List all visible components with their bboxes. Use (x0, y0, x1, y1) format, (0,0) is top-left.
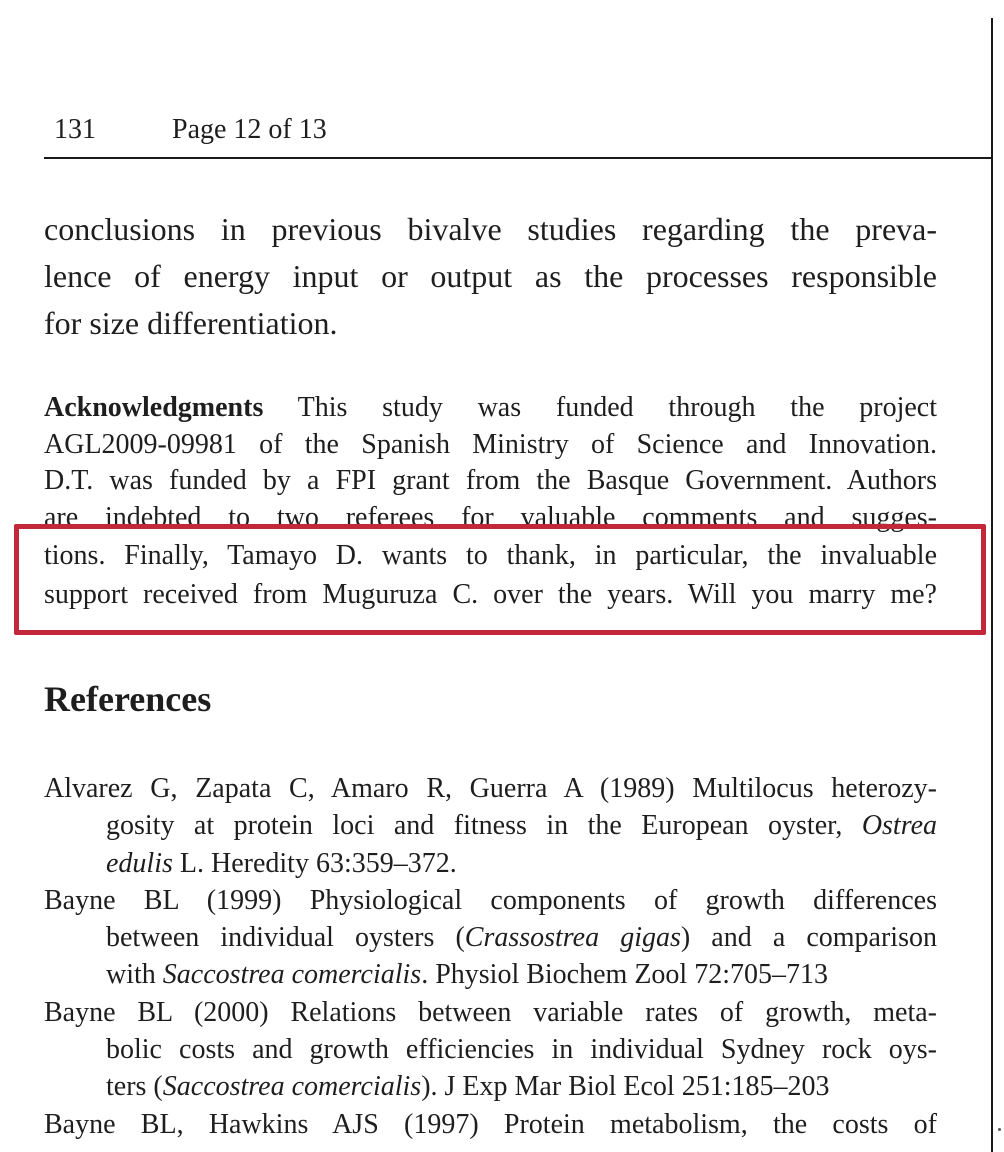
ref-text: . Physiol Biochem Zool 72:705–713 (421, 959, 828, 991)
ref-line (44, 807, 937, 844)
header-rule (44, 157, 992, 159)
ref-line: Bayne BL (1999) Physiological components of growth differences (44, 884, 937, 916)
ref-text: gosity at protein loci and fitness in the European oyster, (106, 810, 862, 842)
ref-line: Bayne BL (2000) Relations between variable rates of growth, meta- (44, 996, 937, 1028)
reference-entry (44, 994, 937, 1106)
highlighted-line: tions. Finally, Tamayo D. wants to thank, in particular, the invaluable (44, 540, 937, 571)
ref-text: ters ( (106, 1071, 163, 1103)
ref-italic: Crassostrea gigas (464, 922, 681, 954)
highlighted-line: support received from Muguruza C. over the years. Will you marry me? (44, 579, 937, 610)
ref-italic: Saccostrea comercialis (162, 1071, 422, 1103)
page-header (54, 112, 327, 148)
ref-text: ) and a comparison (680, 922, 937, 954)
ack-line (44, 390, 937, 427)
ack-line-text: This study was funded through the project (263, 392, 937, 423)
ref-line (44, 845, 937, 882)
body-line: for size differentiation. (44, 305, 338, 341)
ref-italic: edulis (106, 847, 173, 879)
reference-entry (44, 770, 937, 882)
ack-line: AGL2009-09981 of the Spanish Ministry of Science and Innovation. (44, 428, 937, 460)
reference-entry (44, 882, 937, 994)
edge-mark (998, 1128, 1001, 1131)
ack-line-clipped (44, 500, 937, 533)
ref-text: ). J Exp Mar Biol Ecol 251:185–203 (421, 1071, 830, 1103)
ref-line: Bayne BL, Hawkins AJS (1997) Protein metabolism, the costs of (44, 1108, 937, 1140)
ref-text: between individual oysters ( (106, 922, 465, 954)
reference-entry (44, 1106, 937, 1143)
right-margin-rule (991, 18, 993, 1152)
ref-line (44, 956, 937, 993)
ref-text: L. Heredity 63:359–372. (172, 847, 457, 879)
ref-line (44, 1068, 937, 1105)
ack-line: D.T. was funded by a FPI grant from the Basque Government. Authors (44, 465, 937, 496)
acknowledgments-heading: Acknowledgments (44, 392, 264, 423)
body-paragraph (44, 206, 937, 347)
ref-line (44, 919, 937, 956)
red-highlight-box (14, 524, 986, 635)
page-label: Page 12 of 13 (172, 114, 327, 145)
references-list (44, 770, 937, 1143)
body-line: lence of energy input or output as the processes responsible (44, 258, 937, 294)
acknowledgments-paragraph (44, 390, 937, 533)
ref-text: with (106, 959, 163, 991)
journal-number: 131 (54, 114, 96, 145)
ref-italic: Saccostrea comercialis (162, 959, 422, 991)
ref-line: Alvarez G, Zapata C, Amaro R, Guerra A (1989) Multilocus heterozy- (44, 773, 937, 804)
body-line: conclusions in previous bivalve studies regarding the preva- (44, 211, 937, 247)
references-title: References (44, 679, 212, 719)
ack-line: are indebted to two referees for valuable comments and sugges- (44, 501, 937, 533)
ref-italic: Ostrea (861, 810, 937, 842)
ref-line: bolic costs and growth efficiencies in individual Sydney rock oys- (106, 1034, 937, 1066)
